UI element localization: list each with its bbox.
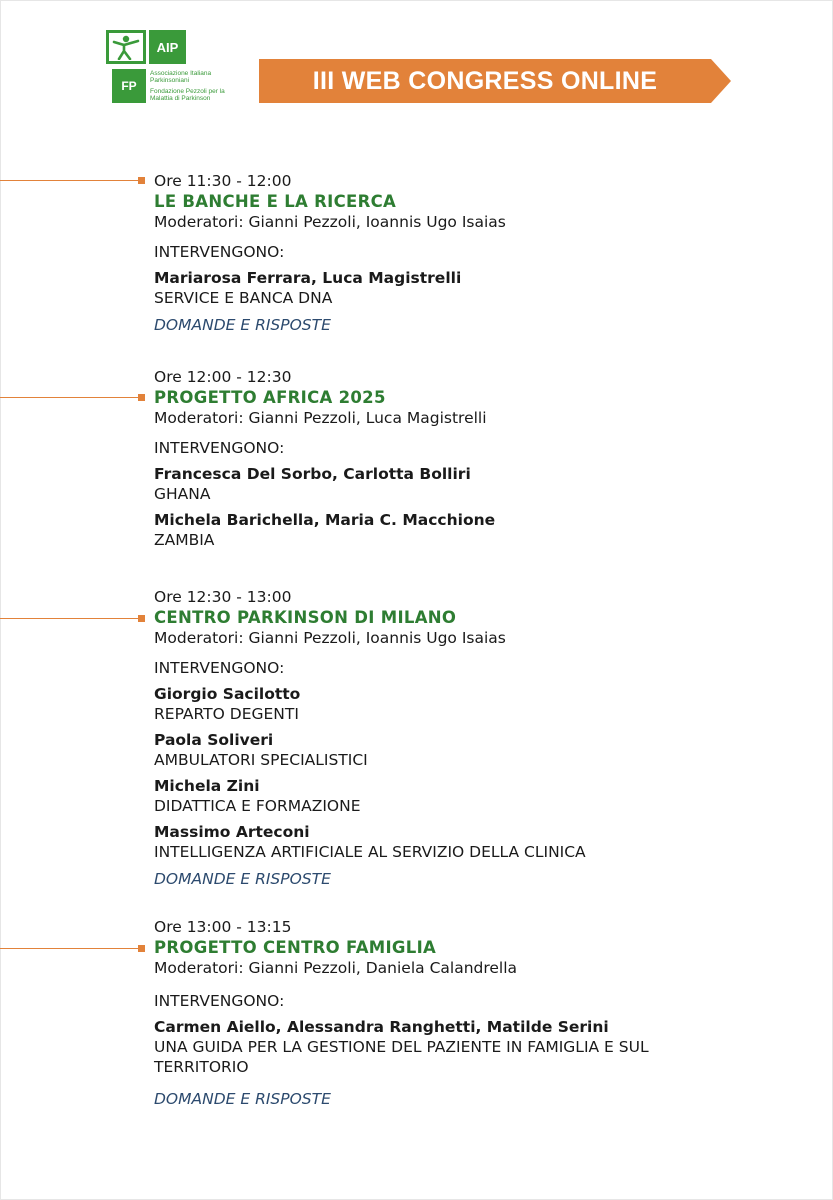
aip-label: AIP [156, 39, 179, 55]
speaker-topic: DIDATTICA E FORMAZIONE [154, 797, 361, 815]
session-moderators: Moderatori: Gianni Pezzoli, Luca Magistrelli [154, 409, 487, 427]
qa-label: DOMANDE E RISPOSTE [154, 1090, 331, 1108]
speaker-topic: ZAMBIA [154, 531, 215, 549]
speaker-names: Giorgio Sacilotto [154, 685, 301, 703]
qa-label: DOMANDE E RISPOSTE [154, 316, 331, 334]
speaker [154, 730, 794, 770]
speaker-names: Michela Zini [154, 777, 260, 795]
fp-label: FP [121, 79, 137, 93]
speaker-names: Michela Barichella, Maria C. Macchione [154, 511, 496, 529]
session-time: Ore 12:30 - 13:00 [154, 588, 292, 606]
congress-banner [259, 59, 731, 103]
fp-logo [112, 69, 146, 103]
foundation-name: Fondazione Pezzoli per la Malattia di Parkinson [150, 88, 225, 102]
session-2 [154, 367, 794, 550]
speaker-topic: SERVICE E BANCA DNA [154, 289, 333, 307]
timeline-marker [138, 177, 145, 184]
speaker [154, 822, 794, 862]
timeline-line [0, 397, 143, 398]
session-time: Ore 11:30 - 12:00 [154, 172, 292, 190]
session-title: PROGETTO AFRICA 2025 [154, 388, 386, 407]
figure-icon [106, 30, 146, 64]
speaker-topic: INTELLIGENZA ARTIFICIALE AL SERVIZIO DELLA CLINICA [154, 843, 586, 861]
timeline-marker [138, 615, 145, 622]
timeline-line [0, 180, 143, 181]
session-moderators: Moderatori: Gianni Pezzoli, Daniela Calandrella [154, 959, 518, 977]
speaker-names: Carmen Aiello, Alessandra Ranghetti, Matilde Serini [154, 1018, 609, 1036]
speakers-heading: INTERVENGONO: [154, 992, 285, 1010]
qa-label: DOMANDE E RISPOSTE [154, 870, 331, 888]
organization-logo [106, 30, 251, 106]
speaker-names: Francesca Del Sorbo, Carlotta Bolliri [154, 465, 471, 483]
session-title: PROGETTO CENTRO FAMIGLIA [154, 938, 437, 957]
session-3 [154, 587, 794, 889]
session-moderators: Moderatori: Gianni Pezzoli, Ioannis Ugo Isaias [154, 629, 506, 647]
speaker [154, 510, 794, 550]
banner-title: III WEB CONGRESS ONLINE [312, 66, 658, 95]
session-time: Ore 13:00 - 13:15 [154, 918, 292, 936]
speaker-names: Massimo Arteconi [154, 823, 310, 841]
speakers-heading: INTERVENGONO: [154, 659, 285, 677]
session-title: CENTRO PARKINSON DI MILANO [154, 608, 457, 627]
speaker-topic: REPARTO DEGENTI [154, 705, 299, 723]
aip-logo [149, 30, 186, 64]
speaker-topic: GHANA [154, 485, 211, 503]
session-time: Ore 12:00 - 12:30 [154, 368, 292, 386]
speaker [154, 1017, 794, 1077]
association-name: Associazione Italiana Parkinsoniani [150, 70, 212, 84]
timeline-line [0, 948, 143, 949]
speaker [154, 268, 794, 308]
session-moderators: Moderatori: Gianni Pezzoli, Ioannis Ugo Isaias [154, 213, 506, 231]
speaker [154, 776, 794, 816]
session-1 [154, 171, 794, 335]
speakers-heading: INTERVENGONO: [154, 243, 285, 261]
timeline-marker [138, 394, 145, 401]
session-4 [154, 917, 794, 1109]
speaker-topic: UNA GUIDA PER LA GESTIONE DEL PAZIENTE IN FAMIGLIA E SUL TERRITORIO [154, 1038, 649, 1076]
speaker [154, 464, 794, 504]
speaker [154, 684, 794, 724]
speaker-topic: AMBULATORI SPECIALISTICI [154, 751, 368, 769]
timeline-line [0, 618, 143, 619]
session-title: LE BANCHE E LA RICERCA [154, 192, 397, 211]
speaker-names: Paola Soliveri [154, 731, 274, 749]
speakers-heading: INTERVENGONO: [154, 439, 285, 457]
timeline-marker [138, 945, 145, 952]
speaker-names: Mariarosa Ferrara, Luca Magistrelli [154, 269, 462, 287]
